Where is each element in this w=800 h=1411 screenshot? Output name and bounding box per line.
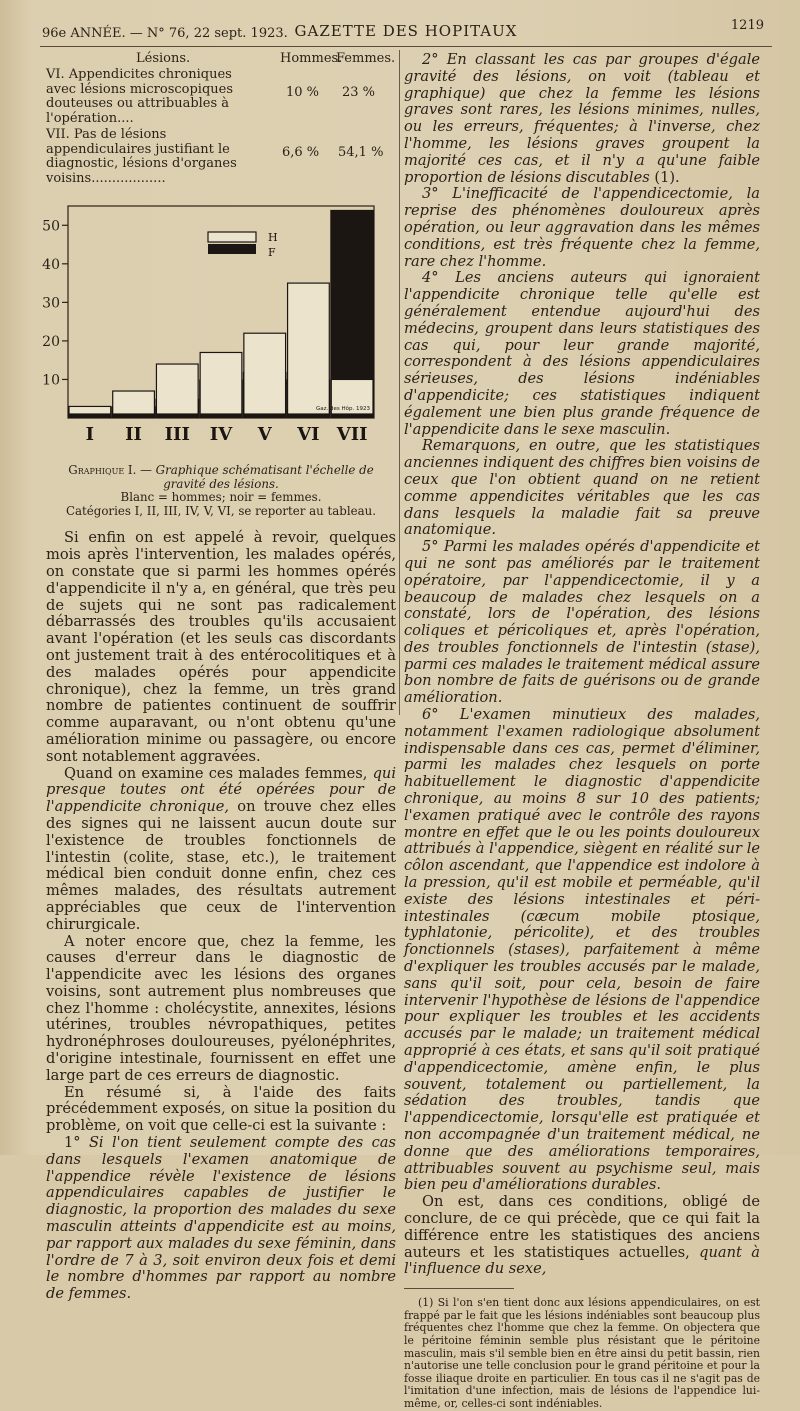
- text-run: On est, dans ces conditions, obligé de conclure, de ce qui précède, que ce qui fait la différence entre les statistiques des anciens auteurs et les statistiques actuelles,: [404, 1193, 760, 1261]
- col-hommes-header: Hommes.: [280, 51, 343, 66]
- bar-hommes: [113, 391, 155, 414]
- issue-info: 96e ANNÉE. — N° 76, 22 sept. 1923.: [42, 26, 288, 41]
- caption-categories: Catégories I, II, III, IV, V, VI, se reporter au tableau.: [66, 503, 376, 518]
- chart-svg: [42, 200, 386, 460]
- legend-swatch-femmes: [208, 244, 256, 254]
- y-tick-label: 20: [42, 333, 60, 350]
- legend-swatch-hommes: [208, 232, 256, 242]
- y-tick-label: 10: [42, 372, 60, 389]
- italic-run: quant à l'influence du sexe,: [404, 1243, 760, 1278]
- table-row: [46, 68, 396, 126]
- text-run: 1°: [64, 1134, 89, 1152]
- lesions-table: [46, 52, 396, 186]
- paragraph: 3° L'inefficacité de l'appendicectomie, la reprise des phénomènes douloureux après opération, ou leur aggravation dans les mêmes conditions, est très fréquente chez la femme, rare chez l'homme.: [404, 185, 760, 270]
- severity-chart: [42, 200, 386, 460]
- x-category-label: I: [85, 424, 95, 445]
- bar-hommes: [200, 352, 242, 414]
- paragraph: Remarquons, en outre, que les statistiques anciennes indiquent des chiffres bien voisins de ceux que l'on obtient quand on ne retient comme appendicites véritables que les cas dans lesquels la maladie fait sa preuve anatomique.: [404, 437, 760, 539]
- paragraph: Si enfin on est appelé à revoir, quelques mois après l'intervention, les malades opérés, on constate que si parmi les hommes opérés d'appendicite il n'y a, en général, que très peu de sujets qui ne sont pas radicalement débarrassés des troubles qu'ils accusaient avant l'opération (et les seuls cas discordants ont justement trait à des entérocolitiques et à des malades opérés pour appendicite chronique), chez la femme, un très grand nombre de patientes continuent de souffrir comme auparavant, ou n'ont obtenu qu'une amélioration minime ou passagère, ou encore sont notablement aggravées.: [46, 529, 396, 765]
- y-tick-label: 50: [42, 218, 60, 235]
- caption-legend: Blanc = hommes; noir = femmes.: [120, 490, 322, 505]
- row-label: VI. Appendicites chroniques avec lésions microscopiques douteuses ou attribuables à l'opération....: [46, 67, 234, 126]
- x-category-label: VII: [336, 424, 368, 445]
- text-run: on trouve chez elles des signes qui ne laissent aucun doute sur l'existence de troubles fonctionnels de l'intestin (colite, stase, etc.), le traitement médical bien conduit donne enfin, chez ces mêmes malades, des résultats autrement appréciables que ceux de l'intervention chirurgicale.: [46, 798, 396, 933]
- column-divider: [399, 50, 400, 715]
- paragraph: 4° Les anciens auteurs qui ignoraient l'appendicite chronique telle qu'elle est généralement entendue aujourd'hui des médecins, groupent dans leurs statistiques des cas qui, pour leur grande majorité, correspondent à des lésions appendiculaires sérieuses, des lésions indéniables d'appendicite; ces statistiques indiquent également une bien plus grande fréquence de l'appendicite dans le sexe masculin.: [404, 269, 760, 438]
- footnote: (1) Si l'on s'en tient donc aux lésions appendiculaires, on est frappé par le fait que les lésions indéniables sont beaucoup plus fréquentes chez l'homme que chez la femme. On objectera que le péritoine féminin semble plus résistant que le péritoine masculin, mais s'il semble bien en être ainsi du petit bassin, rien n'autorise une telle conclusion pour le grand péritoine et pour la fosse iliaque droite en particulier. En tous cas il ne s'agit pas de l'imitation d'une infection, mais de lésions de l'appendice lui-même, or, celles-ci sont indéniables.: [404, 1296, 760, 1410]
- col-lesions-header: Lésions.: [136, 51, 191, 66]
- paragraph: [404, 52, 760, 186]
- row-hommes-value: 10 %: [286, 85, 320, 100]
- paragraph: 5° Parmi les malades opérés d'appendicite et qui ne sont pas améliorés par le traitement opératoire, par l'appendicectomie, il y a beaucoup de malades chez lesquels on a constaté, lors de l'opération, des lésions coliques et péricoliques et, après l'opération, des troubles fonctionnels de l'intestin (stase), parmi ces malades le traitement médical assure bon nombre de faits de guérisons ou de grande amélioration.: [404, 538, 760, 707]
- right-column: [404, 52, 760, 1411]
- chart-caption: [46, 464, 396, 518]
- caption-prefix: Graphique I. —: [68, 463, 156, 477]
- paragraph: En résumé si, à l'aide des faits précédemment exposés, on situe la position du problème, on voit que celle-ci est la suivante :: [46, 1083, 396, 1135]
- table-header: [46, 52, 396, 66]
- row-hommes-value: 6,6 %: [282, 145, 320, 160]
- italic-run: qui presque toutes ont été opérées pour de l'appendicite chronique,: [46, 764, 396, 816]
- footnote-ref: (1).: [649, 168, 680, 186]
- y-tick-label: 30: [42, 295, 60, 312]
- italic-run: 2° En classant les cas par groupes d'égale gravité des lésions, on voit (tableau et graphique) que chez la femme les lésions graves sont rares, les lésions minimes, nulles, ou les erreurs, fréquentes; à l'inverse, chez l'homme, les lésions graves groupent la majorité ces cas, et il n'y a qu'une faible proportion de lésions discutables: [404, 51, 760, 186]
- page-header: [40, 12, 772, 47]
- footnote-rule: [404, 1288, 514, 1289]
- caption-title: Graphique schématisant l'échelle de gravité des lésions.: [155, 463, 374, 491]
- journal-title: GAZETTE DES HOPITAUX: [294, 22, 518, 40]
- x-category-label: VI: [297, 424, 320, 445]
- x-category-label: II: [125, 424, 142, 445]
- paragraph: A noter encore que, chez la femme, les causes d'erreur dans le diagnostic de l'appendicite avec les lésions des organes voisins, sont autrement plus nombreuses que chez l'homme : cholécystite, annexites, lésions utérines, troubles névropathiques, petites hydronéphroses douloureuses, pyélonéphrites, d'origine intestinale, fournissent en effet une large part de ces erreurs de diagnostic.: [46, 932, 396, 1084]
- bar-hommes: [288, 283, 330, 414]
- x-category-label: V: [257, 424, 272, 445]
- text-run: Quand on examine ces malades femmes,: [64, 764, 373, 782]
- paragraph: [404, 1194, 760, 1278]
- stamp-text: Gaz. des Hôp. 1923: [316, 406, 370, 412]
- table-row: [46, 128, 396, 186]
- x-category-label: III: [164, 424, 190, 445]
- left-column: [42, 51, 396, 1303]
- x-category-label: IV: [209, 424, 233, 445]
- italic-run: Si l'on tient seulement compte des cas dans lesquels l'examen anatomique de l'appendice révèle l'existence de lésions appendiculaires capables de justifier le diagnostic, la proportion des malades du sexe masculin atteints d'appendicite est au moins, par rapport aux malades du sexe féminin, dans l'ordre de 7 à 3, soit environ deux fois et demi le nombre d'hommes par rapport au nombre de femmes.: [46, 1134, 396, 1303]
- legend-label-femmes: F: [268, 246, 276, 259]
- bar-hommes: [156, 364, 198, 414]
- row-femmes-value: 23 %: [342, 85, 376, 100]
- row-femmes-value: 54,1 %: [338, 145, 384, 160]
- col-femmes-header: Femmes.: [336, 51, 396, 66]
- paragraph: [46, 766, 396, 934]
- y-tick-label: 40: [42, 256, 60, 273]
- bar-hommes: [244, 333, 286, 414]
- bar-hommes: [69, 406, 111, 414]
- legend-label-hommes: H: [268, 231, 278, 244]
- row-label: VII. Pas de lésions appendiculaires justifiant le diagnostic, lésions d'organes voisins..................: [46, 127, 237, 186]
- paragraph: [46, 1135, 396, 1303]
- page-number: 1219: [730, 18, 764, 33]
- paragraph: 6° L'examen minutieux des malades, notamment l'examen radiologique absolument indispensable dans ces cas, permet d'éliminer, parmi les malades chez lesquels on porte habituellement le diagnostic d'appendicite chronique, au moins 8 sur 10 des patients; l'examen pratiqué avec le contrôle des rayons montre en effet que le ou les points douloureux attribués à l'appendice, siègent en réalité sur le côlon ascendant, que l'appendice est indolore à la pression, qu'il est mobile et perméable, qu'il existe des lésions intestinales et péri-intestinales (cæcum mobile ptosique, typhlatonie, péricolite), et des troubles fonctionnels (stases), parfaitement à même d'expliquer les troubles accusés par le malade, sans qu'il soit, pour cela, besoin de faire intervenir l'hypothèse de lésions de l'appendice pour expliquer les troubles et les accidents accusés par le malade; un traitement médical approprié à ces états, et sans qu'il soit pratiqué d'appendicectomie, amène enfin, le plus souvent, totalement ou partiellement, la sédation des troubles, tandis que l'appendicectomie, lorsqu'elle est pratiquée et non accompagnée d'un traitement médical, ne donne que des améliorations temporaires, attribuables souvent au psychisme seul, mais bien peu d'améliorations durables.: [404, 706, 760, 1194]
